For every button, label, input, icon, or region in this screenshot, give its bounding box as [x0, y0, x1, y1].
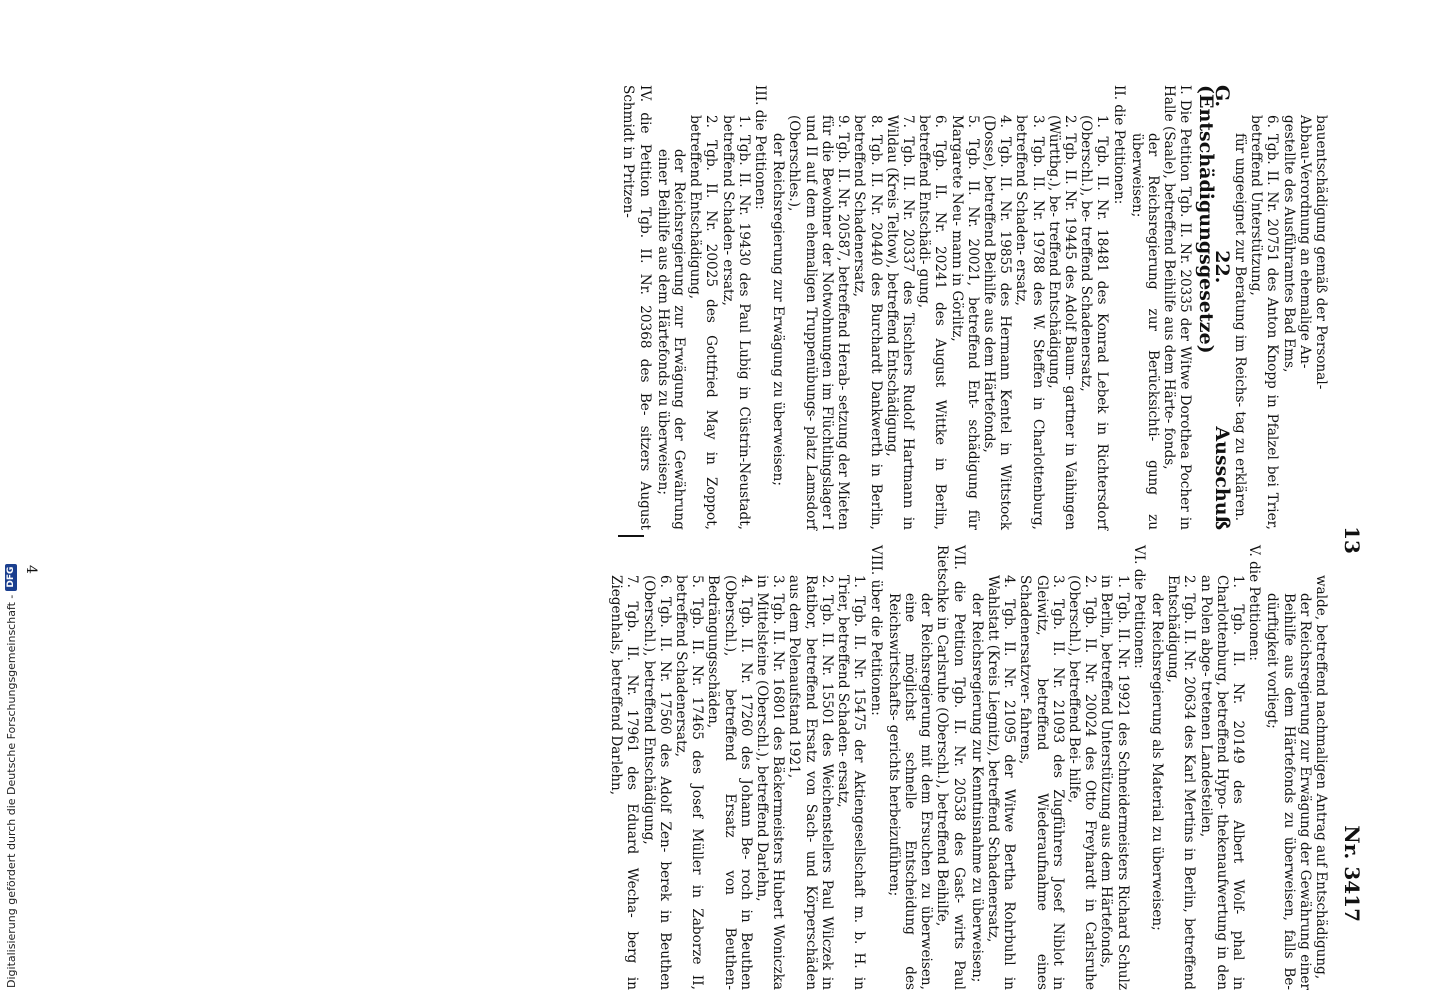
column-divider — [618, 535, 644, 537]
list-item: 3. Tgb. II. Nr. 21093 des Zugführers Josef Niblot in Gleiwitz, betreffend Wiederaufnahme eines Schadenersatzver- fahrens, — [1017, 575, 1066, 990]
list-item: 1. Tgb. II. Nr. 19430 des Paul Lubig in Cüstrin-Neustadt, betreffend Schaden- ersatz, — [719, 115, 752, 530]
petition-text: I. Die Petition Tgb. II. Nr. 20335 der Witwe Dorothea Pocher in Halle (Saale), betreffend Beihilfe aus dem Härte- fonds, — [1161, 85, 1194, 530]
petition-text: VII. die Petition Tgb. II. Nr. 20538 des Gast- wirts Paul Rietschke in Carlsruhe (Oberschl.), betreffend Beihilfe, — [934, 545, 967, 990]
decision-text: der Reichsregierung zur Erwägung zu überweisen; — [770, 133, 787, 486]
list-item: 6. Tgb. II. Nr. 20241 des August Wittke in Berlin, betreffend Entschädi- gung, — [916, 115, 949, 530]
list-item: 6. Tgb. II. Nr. 20751 des Anton Knopp in Pfalzel bei Trier, betreffend Unterstützung, — [1248, 115, 1281, 530]
list-item: 4. Tgb. II. Nr. 21095 der Witwe Bertha Rohrbuhl in Wahlstatt (Kreis Liegnitz), betreffend Schadenersatz, — [984, 575, 1018, 990]
decision-text: für ungeeignet zur Beratung im Reichs- tag zu erklären. — [1231, 133, 1248, 522]
left-column — [70, 85, 1329, 530]
list-item: 8. Tgb. II. Nr. 20440 des Burchardt Dankwerth in Berlin, betreffend Schadenersatz, — [851, 115, 884, 530]
decision-text: der Reichsregierung zur Berücksichti- gung zu überweisen; — [1128, 133, 1161, 530]
roman-heading: VIII. über die Petitionen: — [867, 545, 884, 716]
roman-heading: VI. die Petitionen: — [1130, 545, 1147, 669]
list-item: 2. Tgb. II. Nr. 15501 des Weichenstellers Paul Wilczek in Ratibor, betreffend Ersatz von Sach- und Körperschäden aus dem Polenaufstand 1921, — [786, 575, 835, 990]
dfg-logo: DFG — [5, 564, 17, 591]
list-item: 5. Tgb. II. Nr. 17465 des Josef Müller in Zaborze II, betreffend Schadenersatz, — [673, 575, 706, 990]
list-item: 5. Tgb. II. Nr. 20021, betreffend Ent- schädigung für Margarete Neu- mann in Görlitz, — [948, 115, 981, 530]
decision-text: der Reichsregierung zur Erwägung der Gewährung einer Beihilfe aus dem Härtefonds zu überweisen; — [654, 149, 688, 530]
right-column — [70, 545, 1329, 990]
digitization-note: Digitalisierung gefördert durch die Deutsche Forschungsgemeinschaft - DFG — [0, 0, 22, 1000]
list-item: 9. Tgb. II. Nr. 20587, betreffend Herab- setzung der Mieten für die Bewohner der Notwohnungen im Flüchtlingslager I und II auf dem ehemaligen Truppenübungs- platz Lamsdorf (Oberschles.), — [786, 115, 852, 530]
decision-text: der Reichsregierung als Material zu überweisen; — [1148, 593, 1165, 931]
list-item: 7. Tgb. II. Nr. 17961 des Eduard Wecha- berg in Ziegenhals, betreffend Darlehn, — [608, 575, 641, 990]
list-item: 2. Tgb. II. Nr. 20025 des Gottfried May in Zoppot, betreffend Entschädigung, — [687, 115, 720, 530]
list-item: 7. Tgb. II. Nr. 20337 des Tischlers Rudolf Hartmann in Wildau (Kreis Teltow), betreffend Entschädigung, — [883, 115, 916, 530]
continuation-text: bauentschädigung gemäß der Personal- Abbau-Verordnung an ehemalige An- gestellte des Ausführamtes Bad Ems, — [1280, 115, 1329, 390]
list-item: 2. Tgb. II. Nr. 20634 des Karl Mertins in Berlin, betreffend Entschädigung, — [1165, 575, 1198, 990]
decision-text: der Reichsregierung zur Erwägung der Gewährung einer Beihilfe aus dem Härtefonds zu überweisen, falls Be- dürftigkeit vorliegt; — [1264, 593, 1313, 990]
roman-heading: II. die Petitionen: — [1110, 85, 1127, 205]
list-item: 2. Tgb. II. Nr. 19445 des Adolf Baum- gartner in Vaihingen (Württbg.), be- treffend Entschädigung, — [1045, 115, 1078, 530]
decision-text: der Reichsregierung zur Kenntnisnahme zu überweisen; — [968, 593, 985, 983]
roman-heading: III. die Petitionen: — [752, 85, 769, 210]
list-item: 3. Tgb. II. Nr. 16801 des Bäckermeisters Hubert Woniczka in Mittelsteine (Oberschl.), betreffend Darlehn, — [754, 575, 787, 990]
list-item: 1. Tgb. II. Nr. 19921 des Schneidermeisters Richard Schulz in Berlin, betreffend Unterstützung aus dem Härtefonds, — [1098, 575, 1131, 990]
petition-text: IV. die Petition Tgb. II. Nr. 20368 des Be- sitzers August Schmidt in Pritzen- — [620, 85, 653, 530]
section-title: G. 22. Ausschuß (Entschädigungsgesetze) — [1194, 85, 1233, 530]
list-item: 2. Tgb. II. Nr. 20024 des Otto Freyhardt in Carlsruhe (Oberschl.), betreffend Bei- hilfe, — [1065, 575, 1099, 990]
signature-mark: 4 — [23, 565, 39, 574]
document-number: Nr. 3417 — [1340, 825, 1364, 922]
continuation-text: walde, betreffend nachmaligen Antrag auf Entschädigung, — [1313, 575, 1329, 980]
roman-heading: V. die Petitionen: — [1246, 545, 1263, 662]
decision-text: der Reichsregierung mit dem Ersuchen zu überweisen, eine möglichst schnelle Entscheidung des Reichswirtschafts- gerichts herbeizuführen; — [885, 593, 935, 990]
list-item: 1. Tgb. II. Nr. 15475 der Aktiengesellschaft m. b. H. in Trier, betreffend Schaden- ersatz, — [835, 575, 868, 990]
page-number: 13 — [1340, 526, 1364, 554]
list-item: 1. Tgb. II. Nr. 18481 des Konrad Lebek in Richtersdorf (Oberschl.), be- treffend Schadenersatz, — [1078, 115, 1111, 530]
list-item: 3. Tgb. II. Nr. 19788 des W. Steffen in Charlottenburg, betreffend Schaden- ersatz, — [1013, 115, 1046, 530]
list-item: 1. Tgb. II. Nr. 20149 des Albert Wolf- phal in Charlottenburg, betreffend Hypo- thekenaufwertung in den an Polen abge- tretenen Landesteilen, — [1197, 575, 1246, 990]
list-item: 4. Tgb. II. Nr. 19855 des Hermann Kentel in Wittstock (Dosse), betreffend Beihilfe aus dem Härtefonds, — [980, 115, 1014, 530]
list-item: 6. Tgb. II. Nr. 17560 des Adolf Zen- berek in Beuthen (Oberschl.), betreffend Entschädigung, — [640, 575, 673, 990]
list-item: 4. Tgb. II. Nr. 17260 des Johann Be- roch in Beuthen (Oberschl.), betreffend Ersatz von Beuthen-Bedrängungsschäden, — [705, 575, 754, 990]
